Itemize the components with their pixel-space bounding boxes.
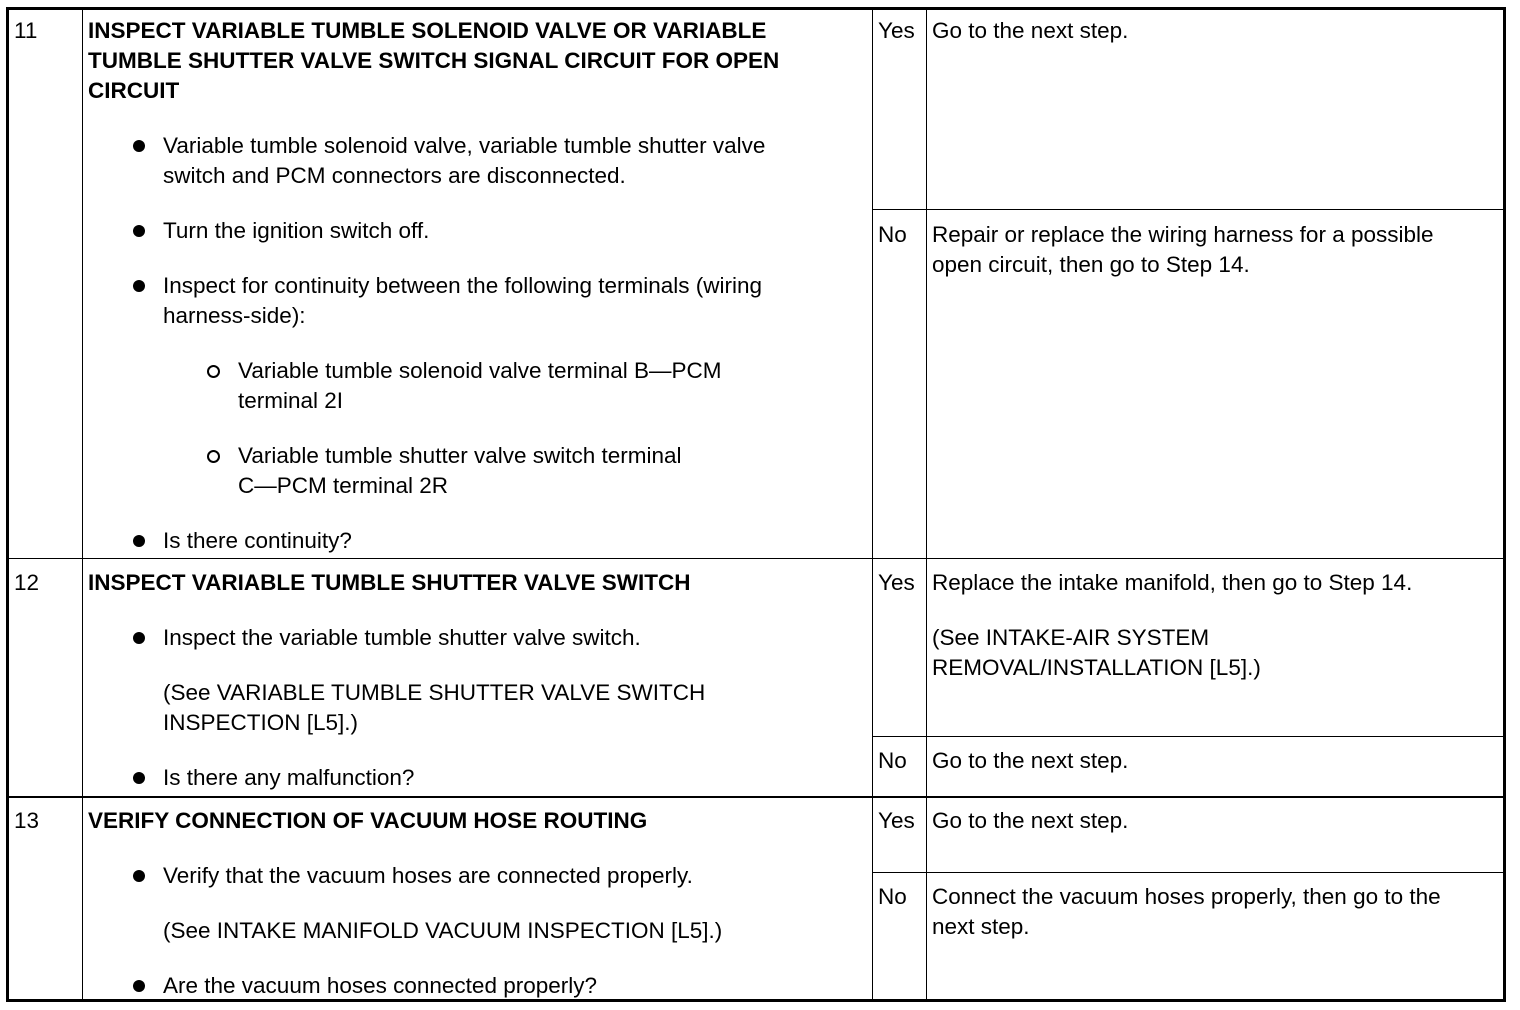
row-divider-step12-yes-no [872,736,1503,737]
result-no-label: No [878,884,907,909]
row-divider-step13-yes-no [872,872,1503,873]
instruction-text: Is there any malfunction? [163,765,415,790]
column-divider-result [926,10,927,999]
row-divider-step12-13 [9,796,1503,798]
sub-bullet-icon [207,450,220,463]
result-no-action: Connect the vacuum hoses properly, then go to the [932,884,1441,909]
result-yes-action: Go to the next step. [932,18,1129,43]
bullet-icon [133,772,145,784]
bullet-icon [133,535,145,547]
step-title: VERIFY CONNECTION OF VACUUM HOSE ROUTING [88,808,648,833]
step-title: CIRCUIT [88,78,180,103]
result-no-label: No [878,222,907,247]
result-no-action: Repair or replace the wiring harness for a possible [932,222,1434,247]
result-no-action: next step. [932,914,1030,939]
instruction-text: Inspect the variable tumble shutter valve switch. [163,625,641,650]
instruction-text: switch and PCM connectors are disconnected. [163,163,626,188]
bullet-icon [133,225,145,237]
column-divider-action [872,10,873,999]
result-no-action: open circuit, then go to Step 14. [932,252,1250,277]
row-divider-step11-yes-no [872,209,1503,210]
column-divider-step [82,10,83,999]
step-number: 12 [14,570,40,595]
step-number: 11 [14,18,38,43]
reference-text: (See INTAKE MANIFOLD VACUUM INSPECTION [L5].) [163,918,723,943]
result-yes-action: Replace the intake manifold, then go to Step 14. [932,570,1413,595]
result-no-label: No [878,748,907,773]
instruction-text: Verify that the vacuum hoses are connected properly. [163,863,693,888]
sub-instruction-text: C—PCM terminal 2R [238,473,449,498]
instruction-text: Inspect for continuity between the following terminals (wiring [163,273,763,298]
bullet-icon [133,632,145,644]
bullet-icon [133,280,145,292]
instruction-text: Turn the ignition switch off. [163,218,430,243]
reference-text: REMOVAL/INSTALLATION [L5].) [932,655,1261,680]
instruction-text: Is there continuity? [163,528,352,553]
bullet-icon [133,870,145,882]
bullet-icon [133,140,145,152]
sub-instruction-text: Variable tumble solenoid valve terminal B—PCM [238,358,722,383]
instruction-text: Variable tumble solenoid valve, variable tumble shutter valve [163,133,766,158]
result-yes-label: Yes [878,18,915,43]
sub-instruction-text: Variable tumble shutter valve switch terminal [238,443,682,468]
reference-text: (See VARIABLE TUMBLE SHUTTER VALVE SWITCH [163,680,706,705]
sub-instruction-text: terminal 2I [238,388,344,413]
row-divider-step11-12 [9,558,1503,559]
result-yes-label: Yes [878,570,915,595]
reference-text: (See INTAKE-AIR SYSTEM [932,625,1210,650]
instruction-text: harness-side): [163,303,306,328]
result-yes-action: Go to the next step. [932,808,1129,833]
step-title: TUMBLE SHUTTER VALVE SWITCH SIGNAL CIRCUIT FOR OPEN [88,48,780,73]
result-yes-label: Yes [878,808,915,833]
result-no-action: Go to the next step. [932,748,1129,773]
reference-text: INSPECTION [L5].) [163,710,359,735]
bullet-icon [133,980,145,992]
diagnostic-procedure-table [6,7,1506,1002]
sub-bullet-icon [207,365,220,378]
step-number: 13 [14,808,40,833]
instruction-text: Are the vacuum hoses connected properly? [163,973,598,998]
step-title: INSPECT VARIABLE TUMBLE SHUTTER VALVE SWITCH [88,570,691,595]
step-title: INSPECT VARIABLE TUMBLE SOLENOID VALVE OR VARIABLE [88,18,767,43]
